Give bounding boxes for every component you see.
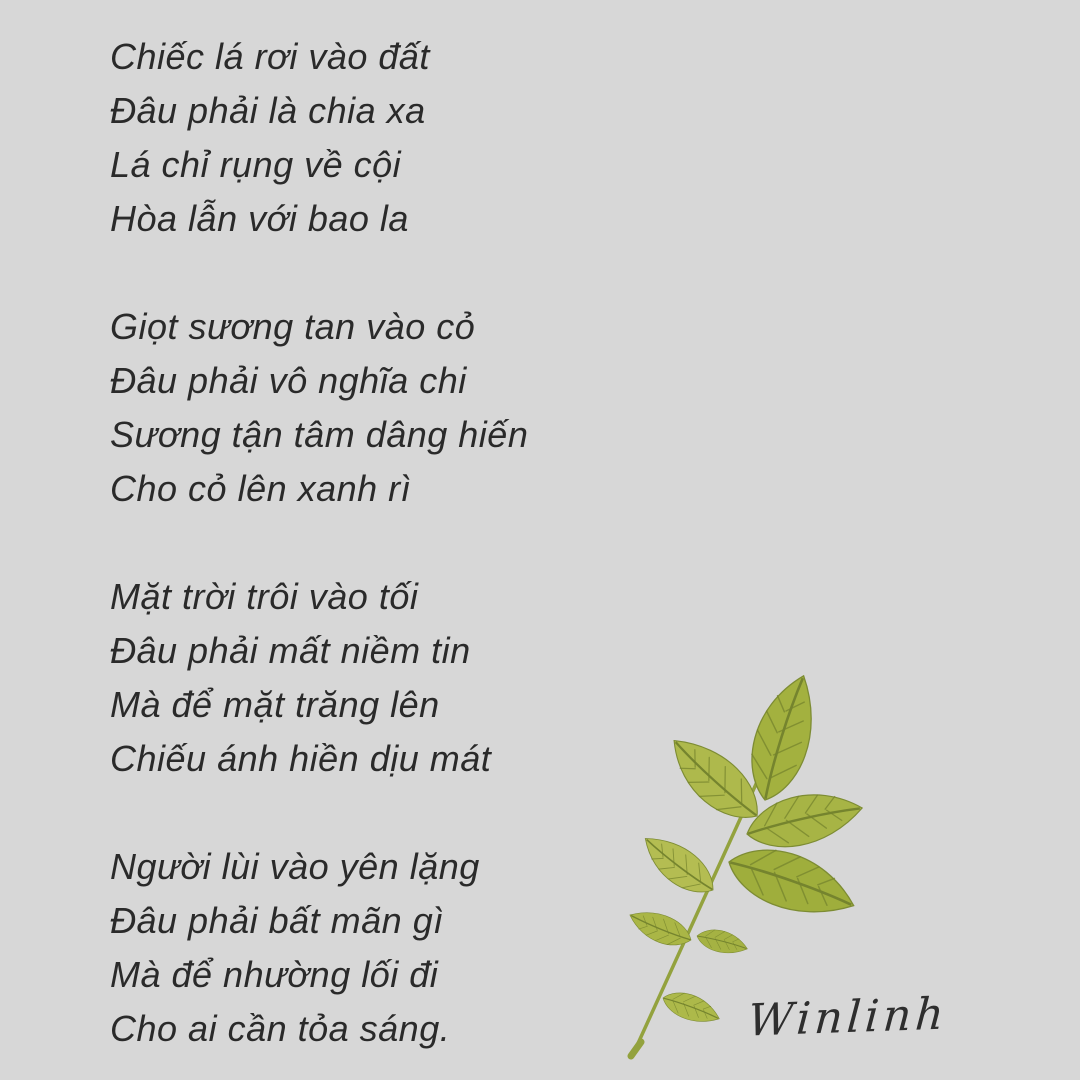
poem-line: Sương tận tâm dâng hiến [110,414,529,455]
poem-line: Đâu phải là chia xa [110,90,426,131]
poem-line: Cho ai cần tỏa sáng. [110,1008,451,1049]
poem-line: Mà để nhường lối đi [110,954,439,995]
leaflet [625,902,696,954]
poem-line: Lá chỉ rụng về cội [110,144,402,185]
poem-line: Chiếu ánh hiền dịu mát [110,738,492,779]
leaflet [694,924,750,959]
poem-stanza-2 [110,300,528,516]
poem-line: Đâu phải vô nghĩa chi [110,360,467,401]
leaflet [720,834,863,932]
poem-text-block [110,30,528,1080]
poem-line: Đâu phải bất mãn gì [110,900,444,941]
poem-line: Cho cỏ lên xanh rì [110,468,412,509]
poem-line: Mặt trời trôi vào tối [110,576,419,617]
poem-line: Chiếc lá rơi vào đất [110,36,430,77]
poem-stanza-1 [110,30,528,246]
poem-line: Giọt sương tan vào cỏ [110,306,476,347]
signature: Winlinh [746,988,950,1047]
poem-line: Hòa lẫn với bao la [110,198,409,239]
poem-stanza-4 [110,840,528,1056]
leaflet [659,985,724,1030]
leaflet [635,825,723,906]
poem-line: Mà để mặt trăng lên [110,684,440,725]
leaflet [742,785,867,855]
poem-line: Đâu phải mất niềm tin [110,630,471,671]
poem-stanza-3 [110,570,528,786]
poem-line: Người lùi vào yên lặng [110,846,480,887]
